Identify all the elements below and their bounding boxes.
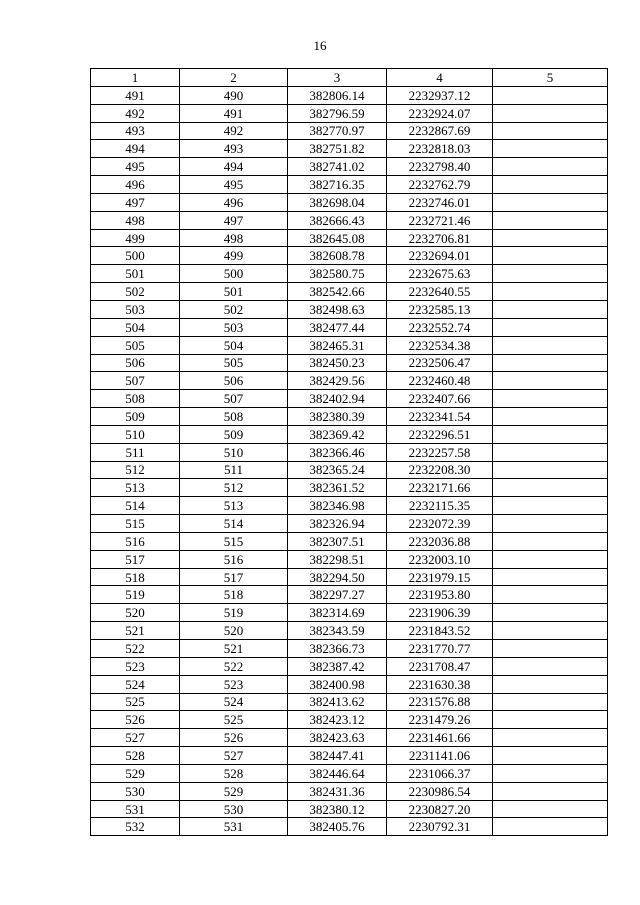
previous-point-cell: 508 xyxy=(180,408,288,426)
note-cell xyxy=(493,711,608,729)
point-number-cell: 525 xyxy=(91,693,180,711)
x-coordinate-cell: 382369.42 xyxy=(288,425,387,443)
x-coordinate-cell: 382666.43 xyxy=(288,211,387,229)
page-number: 16 xyxy=(313,38,327,53)
note-cell xyxy=(493,764,608,782)
note-cell xyxy=(493,443,608,461)
previous-point-cell: 529 xyxy=(180,782,288,800)
previous-point-cell: 502 xyxy=(180,300,288,318)
table-row xyxy=(91,515,608,533)
y-coordinate-cell: 2231979.15 xyxy=(387,568,493,586)
table-row xyxy=(91,604,608,622)
table-row xyxy=(91,140,608,158)
note-cell xyxy=(493,122,608,140)
x-coordinate-cell: 382343.59 xyxy=(288,622,387,640)
y-coordinate-cell: 2231066.37 xyxy=(387,764,493,782)
y-coordinate-cell: 2232818.03 xyxy=(387,140,493,158)
point-number-cell: 531 xyxy=(91,800,180,818)
x-coordinate-cell: 382465.31 xyxy=(288,336,387,354)
table-row xyxy=(91,86,608,104)
previous-point-cell: 516 xyxy=(180,550,288,568)
point-number-cell: 519 xyxy=(91,586,180,604)
previous-point-cell: 491 xyxy=(180,104,288,122)
y-coordinate-cell: 2232296.51 xyxy=(387,425,493,443)
note-cell xyxy=(493,318,608,336)
note-cell xyxy=(493,675,608,693)
x-coordinate-cell: 382298.51 xyxy=(288,550,387,568)
note-cell xyxy=(493,532,608,550)
previous-point-cell: 528 xyxy=(180,764,288,782)
previous-point-cell: 505 xyxy=(180,354,288,372)
x-coordinate-cell: 382423.63 xyxy=(288,729,387,747)
x-coordinate-cell: 382716.35 xyxy=(288,176,387,194)
y-coordinate-cell: 2232257.58 xyxy=(387,443,493,461)
table-row xyxy=(91,229,608,247)
x-coordinate-cell: 382580.75 xyxy=(288,265,387,283)
previous-point-cell: 498 xyxy=(180,229,288,247)
y-coordinate-cell: 2232640.55 xyxy=(387,283,493,301)
header-cell-4: 4 xyxy=(387,69,493,87)
x-coordinate-cell: 382429.56 xyxy=(288,372,387,390)
y-coordinate-cell: 2232115.35 xyxy=(387,497,493,515)
previous-point-cell: 510 xyxy=(180,443,288,461)
header-cell-5: 5 xyxy=(493,69,608,87)
y-coordinate-cell: 2231479.26 xyxy=(387,711,493,729)
y-coordinate-cell: 2231141.06 xyxy=(387,747,493,765)
y-coordinate-cell: 2231630.38 xyxy=(387,675,493,693)
point-number-cell: 522 xyxy=(91,640,180,658)
previous-point-cell: 517 xyxy=(180,568,288,586)
point-number-cell: 509 xyxy=(91,408,180,426)
y-coordinate-cell: 2232675.63 xyxy=(387,265,493,283)
x-coordinate-cell: 382365.24 xyxy=(288,461,387,479)
previous-point-cell: 494 xyxy=(180,158,288,176)
table-row xyxy=(91,247,608,265)
y-coordinate-cell: 2231461.66 xyxy=(387,729,493,747)
point-number-cell: 517 xyxy=(91,550,180,568)
y-coordinate-cell: 2232694.01 xyxy=(387,247,493,265)
y-coordinate-cell: 2231708.47 xyxy=(387,657,493,675)
point-number-cell: 520 xyxy=(91,604,180,622)
point-number-cell: 518 xyxy=(91,568,180,586)
y-coordinate-cell: 2232534.38 xyxy=(387,336,493,354)
point-number-cell: 493 xyxy=(91,122,180,140)
table-row xyxy=(91,158,608,176)
y-coordinate-cell: 2232036.88 xyxy=(387,532,493,550)
table-row xyxy=(91,354,608,372)
note-cell xyxy=(493,176,608,194)
note-cell xyxy=(493,211,608,229)
table-row xyxy=(91,657,608,675)
x-coordinate-cell: 382400.98 xyxy=(288,675,387,693)
previous-point-cell: 530 xyxy=(180,800,288,818)
point-number-cell: 511 xyxy=(91,443,180,461)
y-coordinate-cell: 2231576.88 xyxy=(387,693,493,711)
x-coordinate-cell: 382796.59 xyxy=(288,104,387,122)
y-coordinate-cell: 2232341.54 xyxy=(387,408,493,426)
note-cell xyxy=(493,104,608,122)
point-number-cell: 504 xyxy=(91,318,180,336)
note-cell xyxy=(493,425,608,443)
y-coordinate-cell: 2230986.54 xyxy=(387,782,493,800)
table-body xyxy=(91,86,608,835)
previous-point-cell: 506 xyxy=(180,372,288,390)
x-coordinate-cell: 382431.36 xyxy=(288,782,387,800)
point-number-cell: 503 xyxy=(91,300,180,318)
y-coordinate-cell: 2232924.07 xyxy=(387,104,493,122)
previous-point-cell: 504 xyxy=(180,336,288,354)
y-coordinate-cell: 2232552.74 xyxy=(387,318,493,336)
note-cell xyxy=(493,693,608,711)
x-coordinate-cell: 382770.97 xyxy=(288,122,387,140)
x-coordinate-cell: 382447.41 xyxy=(288,747,387,765)
point-number-cell: 510 xyxy=(91,425,180,443)
table-row xyxy=(91,104,608,122)
x-coordinate-cell: 382380.39 xyxy=(288,408,387,426)
point-number-cell: 529 xyxy=(91,764,180,782)
table-row xyxy=(91,568,608,586)
header-cell-1: 1 xyxy=(91,69,180,87)
x-coordinate-cell: 382366.73 xyxy=(288,640,387,658)
table-row xyxy=(91,408,608,426)
x-coordinate-cell: 382402.94 xyxy=(288,390,387,408)
table-row xyxy=(91,193,608,211)
note-cell xyxy=(493,461,608,479)
note-cell xyxy=(493,515,608,533)
note-cell xyxy=(493,497,608,515)
table-row xyxy=(91,622,608,640)
table-row xyxy=(91,390,608,408)
note-cell xyxy=(493,158,608,176)
previous-point-cell: 531 xyxy=(180,818,288,836)
table-header xyxy=(91,69,608,87)
point-number-cell: 527 xyxy=(91,729,180,747)
table-row xyxy=(91,693,608,711)
y-coordinate-cell: 2232208.30 xyxy=(387,461,493,479)
point-number-cell: 513 xyxy=(91,479,180,497)
x-coordinate-cell: 382307.51 xyxy=(288,532,387,550)
note-cell xyxy=(493,86,608,104)
note-cell xyxy=(493,408,608,426)
y-coordinate-cell: 2232762.79 xyxy=(387,176,493,194)
y-coordinate-cell: 2232746.01 xyxy=(387,193,493,211)
y-coordinate-cell: 2232867.69 xyxy=(387,122,493,140)
y-coordinate-cell: 2231953.80 xyxy=(387,586,493,604)
previous-point-cell: 492 xyxy=(180,122,288,140)
note-cell xyxy=(493,354,608,372)
y-coordinate-cell: 2232171.66 xyxy=(387,479,493,497)
previous-point-cell: 522 xyxy=(180,657,288,675)
x-coordinate-cell: 382645.08 xyxy=(288,229,387,247)
previous-point-cell: 507 xyxy=(180,390,288,408)
previous-point-cell: 496 xyxy=(180,193,288,211)
note-cell xyxy=(493,193,608,211)
note-cell xyxy=(493,247,608,265)
note-cell xyxy=(493,640,608,658)
point-number-cell: 506 xyxy=(91,354,180,372)
point-number-cell: 516 xyxy=(91,532,180,550)
table-row xyxy=(91,800,608,818)
y-coordinate-cell: 2232937.12 xyxy=(387,86,493,104)
y-coordinate-cell: 2231770.77 xyxy=(387,640,493,658)
previous-point-cell: 493 xyxy=(180,140,288,158)
previous-point-cell: 526 xyxy=(180,729,288,747)
x-coordinate-cell: 382326.94 xyxy=(288,515,387,533)
y-coordinate-cell: 2232706.81 xyxy=(387,229,493,247)
point-number-cell: 497 xyxy=(91,193,180,211)
table-row xyxy=(91,425,608,443)
x-coordinate-cell: 382387.42 xyxy=(288,657,387,675)
x-coordinate-cell: 382698.04 xyxy=(288,193,387,211)
note-cell xyxy=(493,390,608,408)
x-coordinate-cell: 382294.50 xyxy=(288,568,387,586)
point-number-cell: 524 xyxy=(91,675,180,693)
note-cell xyxy=(493,336,608,354)
previous-point-cell: 500 xyxy=(180,265,288,283)
table-row xyxy=(91,532,608,550)
previous-point-cell: 523 xyxy=(180,675,288,693)
note-cell xyxy=(493,568,608,586)
note-cell xyxy=(493,747,608,765)
y-coordinate-cell: 2232407.66 xyxy=(387,390,493,408)
note-cell xyxy=(493,283,608,301)
point-number-cell: 492 xyxy=(91,104,180,122)
header-cell-3: 3 xyxy=(288,69,387,87)
table-row xyxy=(91,265,608,283)
note-cell xyxy=(493,479,608,497)
note-cell xyxy=(493,265,608,283)
previous-point-cell: 501 xyxy=(180,283,288,301)
point-number-cell: 530 xyxy=(91,782,180,800)
note-cell xyxy=(493,800,608,818)
note-cell xyxy=(493,586,608,604)
x-coordinate-cell: 382361.52 xyxy=(288,479,387,497)
x-coordinate-cell: 382423.12 xyxy=(288,711,387,729)
x-coordinate-cell: 382446.64 xyxy=(288,764,387,782)
point-number-cell: 528 xyxy=(91,747,180,765)
point-number-cell: 521 xyxy=(91,622,180,640)
y-coordinate-cell: 2232506.47 xyxy=(387,354,493,372)
x-coordinate-cell: 382741.02 xyxy=(288,158,387,176)
point-number-cell: 498 xyxy=(91,211,180,229)
note-cell xyxy=(493,140,608,158)
point-number-cell: 499 xyxy=(91,229,180,247)
y-coordinate-cell: 2230792.31 xyxy=(387,818,493,836)
point-number-cell: 515 xyxy=(91,515,180,533)
table-row xyxy=(91,176,608,194)
table-row xyxy=(91,318,608,336)
x-coordinate-cell: 382477.44 xyxy=(288,318,387,336)
previous-point-cell: 527 xyxy=(180,747,288,765)
x-coordinate-cell: 382450.23 xyxy=(288,354,387,372)
previous-point-cell: 497 xyxy=(180,211,288,229)
note-cell xyxy=(493,622,608,640)
table-row xyxy=(91,818,608,836)
note-cell xyxy=(493,782,608,800)
point-number-cell: 514 xyxy=(91,497,180,515)
table-row xyxy=(91,729,608,747)
point-number-cell: 526 xyxy=(91,711,180,729)
note-cell xyxy=(493,300,608,318)
point-number-cell: 496 xyxy=(91,176,180,194)
previous-point-cell: 514 xyxy=(180,515,288,533)
y-coordinate-cell: 2231843.52 xyxy=(387,622,493,640)
x-coordinate-cell: 382380.12 xyxy=(288,800,387,818)
point-number-cell: 508 xyxy=(91,390,180,408)
previous-point-cell: 525 xyxy=(180,711,288,729)
previous-point-cell: 511 xyxy=(180,461,288,479)
y-coordinate-cell: 2232721.46 xyxy=(387,211,493,229)
x-coordinate-cell: 382413.62 xyxy=(288,693,387,711)
table-row xyxy=(91,300,608,318)
previous-point-cell: 520 xyxy=(180,622,288,640)
point-number-cell: 505 xyxy=(91,336,180,354)
table-row xyxy=(91,550,608,568)
x-coordinate-cell: 382297.27 xyxy=(288,586,387,604)
table-row xyxy=(91,747,608,765)
table-row xyxy=(91,782,608,800)
note-cell xyxy=(493,729,608,747)
previous-point-cell: 524 xyxy=(180,693,288,711)
table-row xyxy=(91,461,608,479)
y-coordinate-cell: 2231906.39 xyxy=(387,604,493,622)
previous-point-cell: 495 xyxy=(180,176,288,194)
previous-point-cell: 509 xyxy=(180,425,288,443)
table-row xyxy=(91,479,608,497)
previous-point-cell: 513 xyxy=(180,497,288,515)
previous-point-cell: 490 xyxy=(180,86,288,104)
table-row xyxy=(91,640,608,658)
x-coordinate-cell: 382751.82 xyxy=(288,140,387,158)
note-cell xyxy=(493,657,608,675)
point-number-cell: 523 xyxy=(91,657,180,675)
previous-point-cell: 521 xyxy=(180,640,288,658)
y-coordinate-cell: 2232003.10 xyxy=(387,550,493,568)
header-row xyxy=(91,69,608,87)
x-coordinate-cell: 382498.63 xyxy=(288,300,387,318)
y-coordinate-cell: 2232460.48 xyxy=(387,372,493,390)
table-row xyxy=(91,443,608,461)
y-coordinate-cell: 2232585.13 xyxy=(387,300,493,318)
previous-point-cell: 499 xyxy=(180,247,288,265)
table-row xyxy=(91,122,608,140)
y-coordinate-cell: 2230827.20 xyxy=(387,800,493,818)
table-row xyxy=(91,711,608,729)
point-number-cell: 501 xyxy=(91,265,180,283)
point-number-cell: 495 xyxy=(91,158,180,176)
previous-point-cell: 518 xyxy=(180,586,288,604)
x-coordinate-cell: 382314.69 xyxy=(288,604,387,622)
x-coordinate-cell: 382806.14 xyxy=(288,86,387,104)
x-coordinate-cell: 382366.46 xyxy=(288,443,387,461)
y-coordinate-cell: 2232072.39 xyxy=(387,515,493,533)
table-row xyxy=(91,336,608,354)
note-cell xyxy=(493,372,608,390)
table-row xyxy=(91,211,608,229)
previous-point-cell: 512 xyxy=(180,479,288,497)
point-number-cell: 532 xyxy=(91,818,180,836)
previous-point-cell: 515 xyxy=(180,532,288,550)
header-cell-2: 2 xyxy=(180,69,288,87)
x-coordinate-cell: 382405.76 xyxy=(288,818,387,836)
note-cell xyxy=(493,604,608,622)
table-row xyxy=(91,372,608,390)
table-row xyxy=(91,586,608,604)
note-cell xyxy=(493,550,608,568)
x-coordinate-cell: 382542.66 xyxy=(288,283,387,301)
y-coordinate-cell: 2232798.40 xyxy=(387,158,493,176)
point-number-cell: 491 xyxy=(91,86,180,104)
table-row xyxy=(91,675,608,693)
note-cell xyxy=(493,818,608,836)
point-number-cell: 494 xyxy=(91,140,180,158)
point-number-cell: 512 xyxy=(91,461,180,479)
coordinates-table xyxy=(90,68,608,836)
point-number-cell: 507 xyxy=(91,372,180,390)
table-row xyxy=(91,497,608,515)
x-coordinate-cell: 382608.78 xyxy=(288,247,387,265)
note-cell xyxy=(493,229,608,247)
point-number-cell: 500 xyxy=(91,247,180,265)
previous-point-cell: 519 xyxy=(180,604,288,622)
x-coordinate-cell: 382346.98 xyxy=(288,497,387,515)
table-row xyxy=(91,283,608,301)
table-row xyxy=(91,764,608,782)
point-number-cell: 502 xyxy=(91,283,180,301)
previous-point-cell: 503 xyxy=(180,318,288,336)
